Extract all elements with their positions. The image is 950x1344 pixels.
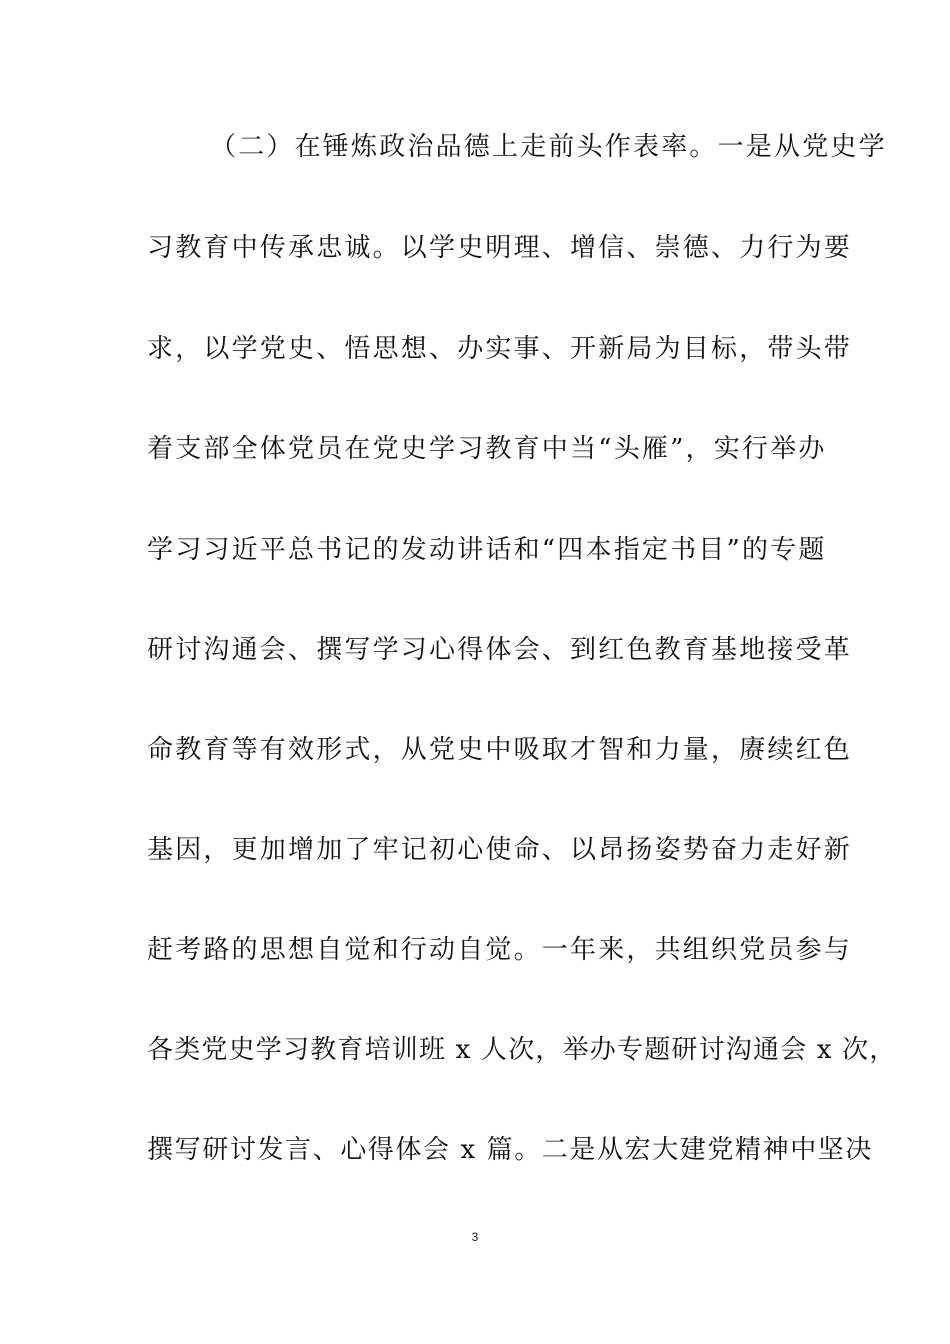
- page-number: 3: [471, 1230, 479, 1244]
- paragraph-line: 着支部全体党员在党史学习教育中当“头雁”，实行举办: [147, 434, 827, 464]
- paragraph-line: 求，以学党史、悟思想、办实事、开新局为目标，带头带: [147, 334, 853, 364]
- paragraph-line: 赶考路的思想自觉和行动自觉。一年来，共组织党员参与: [147, 935, 853, 965]
- paragraph-line: 学习习近平总书记的发动讲话和“四本指定书目”的专题: [147, 535, 827, 565]
- paragraph-line: 撰写研讨发言、心得体会 x 篇。二是从宏大建党精神中坚决: [147, 1135, 873, 1165]
- paragraph-line: 研讨沟通会、撰写学习心得体会、到红色教育基地接受革: [147, 635, 853, 665]
- paragraph-line: 各类党史学习教育培训班 x 人次，举办专题研讨沟通会 x 次，: [147, 1035, 897, 1065]
- paragraph-line: 命教育等有效形式，从党史中吸取才智和力量，赓续红色: [147, 735, 853, 765]
- paragraph-line: 基因，更加增加了牢记初心使命、以昂扬姿势奋力走好新: [147, 835, 853, 865]
- paragraph-line: 习教育中传承忠诚。以学史明理、增信、崇德、力行为要: [147, 233, 853, 263]
- paragraph-line: （二）在锤炼政治品德上走前头作表率。一是从党史学: [210, 132, 887, 162]
